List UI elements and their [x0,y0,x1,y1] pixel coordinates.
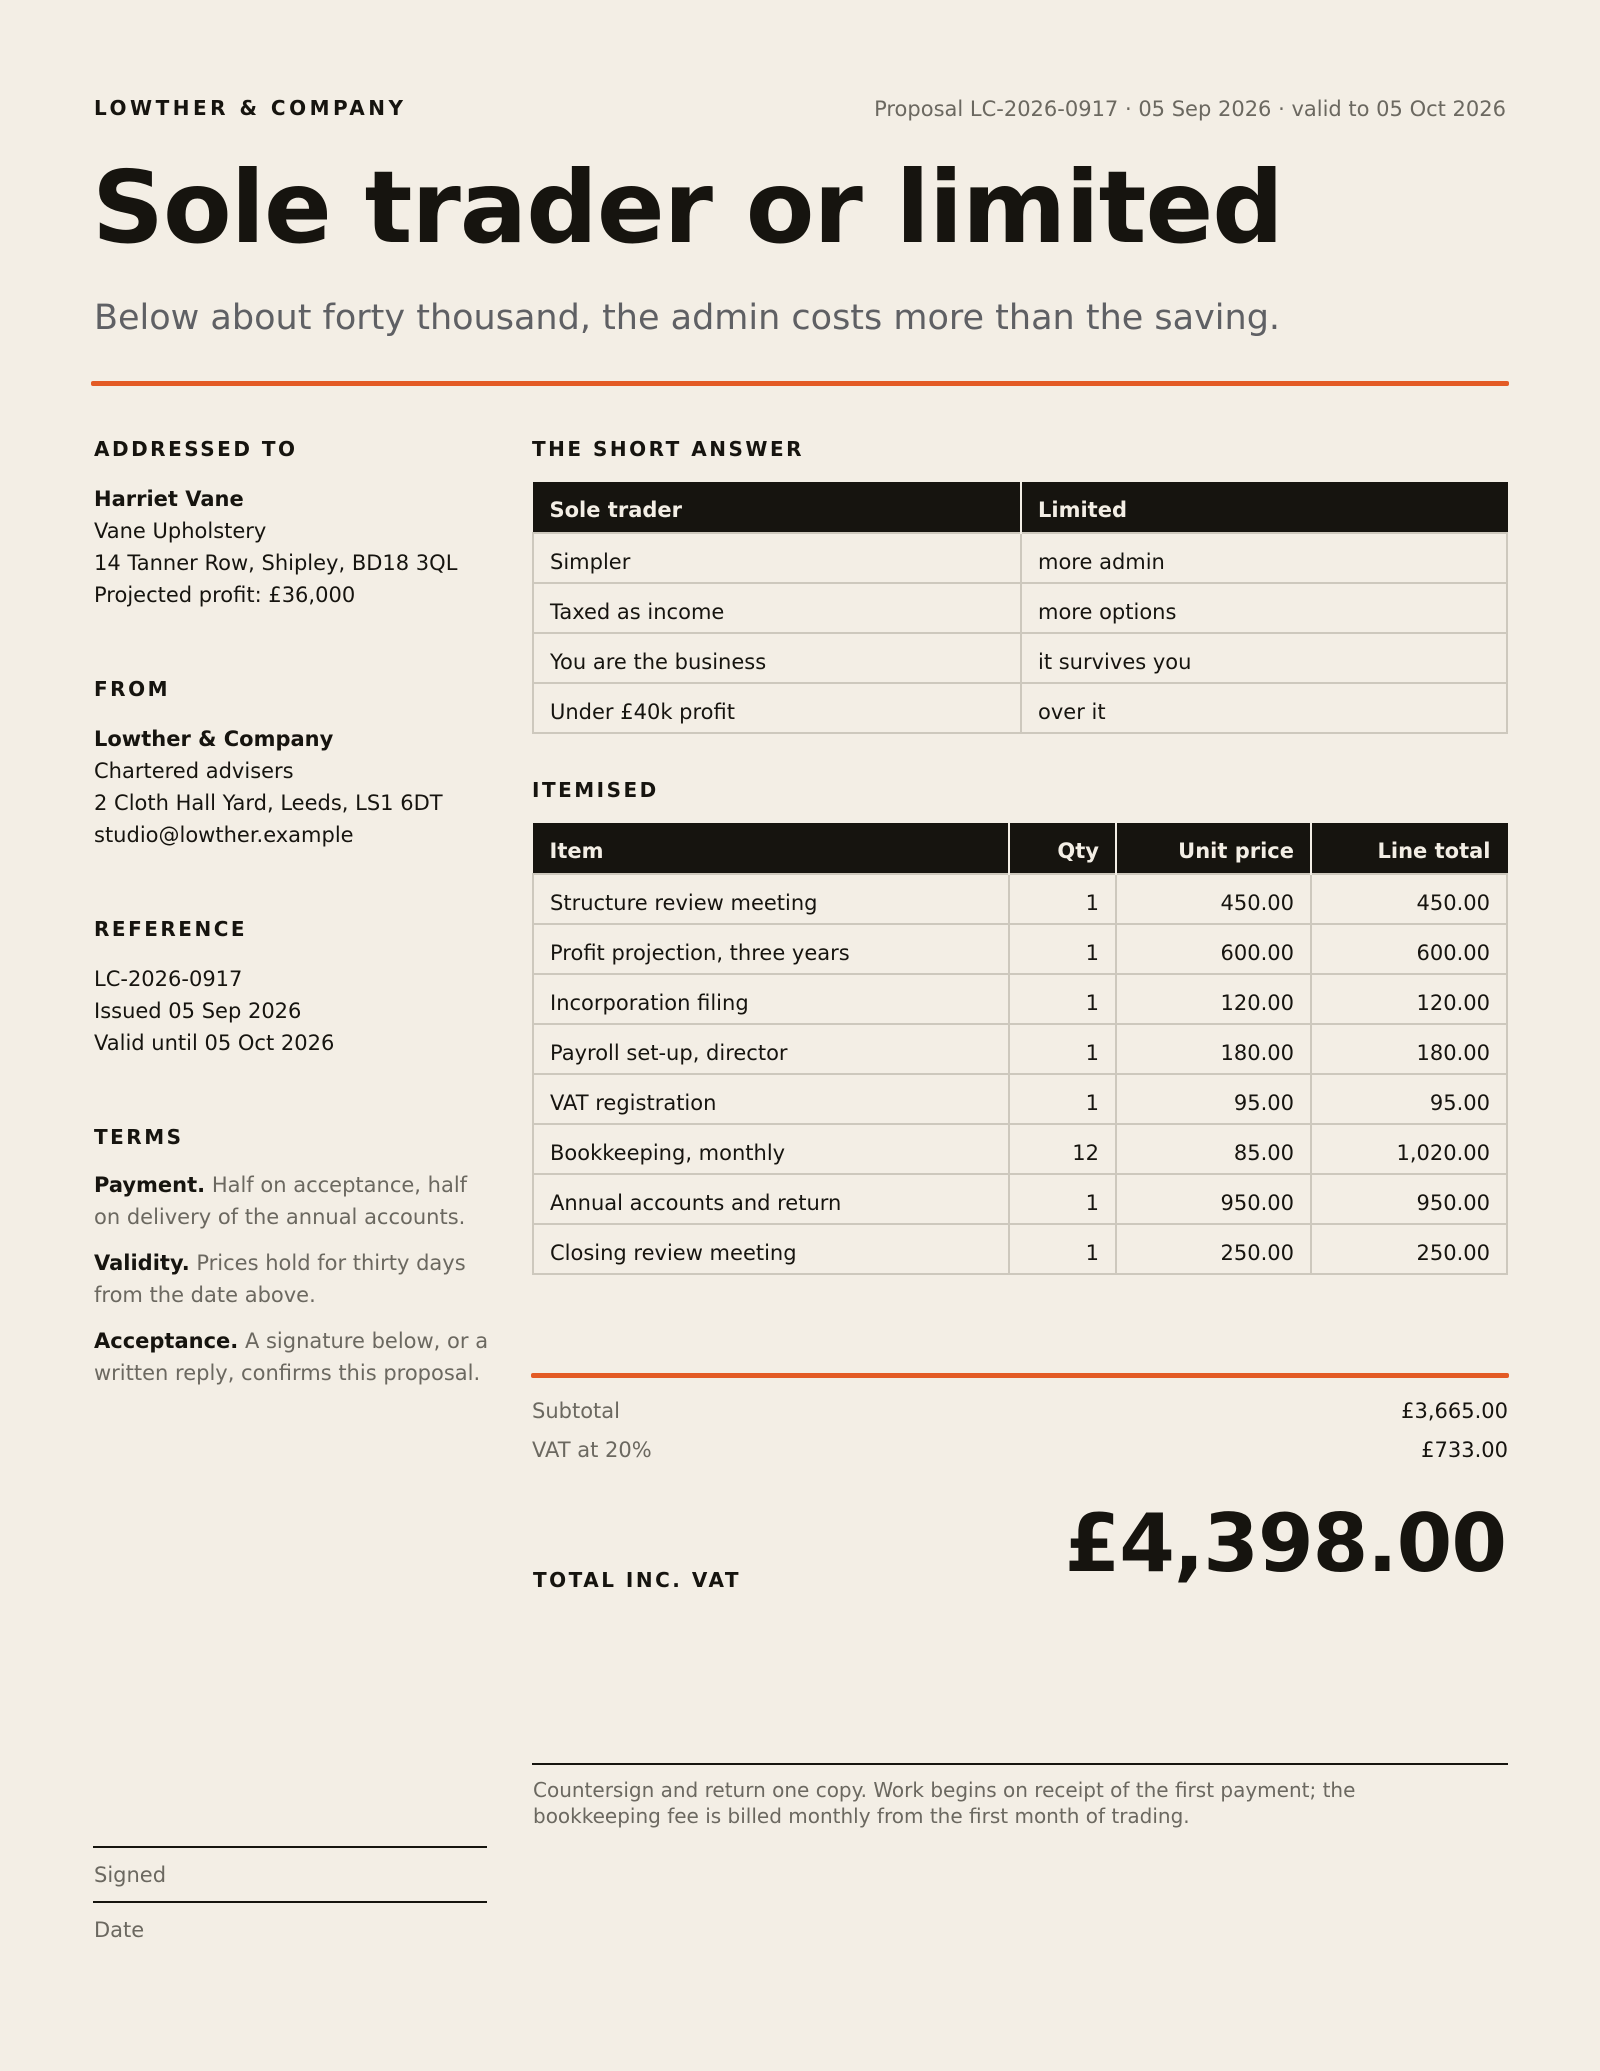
short-answer-section [532,437,1508,734]
vat-row [532,1438,1508,1462]
proposal-meta: Proposal LC-2026-0917 · 05 Sep 2026 · valid to 05 Oct 2026 [874,97,1506,121]
reference-line: LC-2026-0917 [94,967,243,991]
column-header: Unit price [1116,824,1311,874]
item-line-total: 95.00 [1311,1074,1507,1124]
item-qty: 1 [1009,974,1116,1024]
table-cell: over it [1021,683,1507,733]
recipient-line: 14 Tanner Row, Shipley, BD18 3QL [94,551,458,575]
item-qty: 1 [1009,1074,1116,1124]
item-unit-price: 180.00 [1116,1024,1311,1074]
item-unit-price: 450.00 [1116,874,1311,924]
reference-label: REFERENCE [94,917,248,941]
table-row [533,1074,1507,1124]
table-cell: more options [1021,583,1507,633]
footnote: Countersign and return one copy. Work begins on receipt of the first payment; the bookkeeping fee is billed monthly from the first month of trading. [533,1778,1356,1828]
item-name: Profit projection, three years [533,924,1009,974]
vat-label: VAT at 20% [532,1438,652,1462]
item-unit-price: 120.00 [1116,974,1311,1024]
terms-item [94,1169,494,1233]
sender-line: Chartered advisers [94,759,294,783]
table-cell: it survives you [1021,633,1507,683]
item-line-total: 950.00 [1311,1174,1507,1224]
from-label: FROM [94,677,170,701]
totals-divider [531,1373,1509,1378]
terms-item-term: Payment. [94,1173,206,1197]
itemised-label: ITEMISED [532,778,659,802]
table-cell: Simpler [533,533,1021,583]
item-name: Incorporation filing [533,974,1009,1024]
terms-label: TERMS [94,1125,184,1149]
item-name: Bookkeeping, monthly [533,1124,1009,1174]
reference-line: Valid until 05 Oct 2026 [94,1031,335,1055]
item-line-total: 180.00 [1311,1024,1507,1074]
column-header: Limited [1021,483,1507,533]
column-header: Qty [1009,824,1116,874]
table-row [533,633,1507,683]
total-value: £4,398.00 [1064,1497,1506,1590]
short-answer-table [532,482,1508,734]
item-line-total: 600.00 [1311,924,1507,974]
table-cell: Taxed as income [533,583,1021,633]
table-row [533,874,1507,924]
sender-name: Lowther & Company [94,727,334,751]
date-label: Date [94,1918,145,1942]
column-header: Sole trader [533,483,1021,533]
recipient-line: Projected profit: £36,000 [94,583,356,607]
terms-item-text: Prices hold for thirty days from the date above. [94,1251,466,1307]
item-name: Payroll set-up, director [533,1024,1009,1074]
item-unit-price: 85.00 [1116,1124,1311,1174]
itemised-table [532,823,1508,1275]
terms-item [94,1325,494,1389]
terms-item [94,1247,494,1311]
item-qty: 1 [1009,1174,1116,1224]
subtotal-label: Subtotal [532,1399,620,1423]
signed-label: Signed [94,1863,167,1887]
vat-value: £733.00 [1421,1438,1508,1462]
table-row [533,1174,1507,1224]
sender-line: 2 Cloth Hall Yard, Leeds, LS1 6DT [94,791,443,815]
item-line-total: 250.00 [1311,1224,1507,1274]
brand-name: LOWTHER & COMPANY [94,96,407,120]
column-header: Item [533,824,1009,874]
terms-item-text: A signature below, or a written reply, confirms this proposal. [94,1329,489,1385]
table-row [533,533,1507,583]
item-unit-price: 600.00 [1116,924,1311,974]
item-line-total: 1,020.00 [1311,1124,1507,1174]
page-subtitle: Below about forty thousand, the admin costs more than the saving. [94,298,1281,338]
terms-item-term: Validity. [94,1251,190,1275]
item-unit-price: 95.00 [1116,1074,1311,1124]
table-row [533,683,1507,733]
date-line [93,1901,487,1903]
terms-item-text: Half on acceptance, half on delivery of the annual accounts. [94,1173,468,1229]
subtotal-value: £3,665.00 [1401,1399,1508,1423]
itemised-section [532,778,1508,1275]
item-qty: 1 [1009,1024,1116,1074]
table-row [533,1224,1507,1274]
addressed-to-label: ADDRESSED TO [94,437,298,461]
table-cell: Under £40k profit [533,683,1021,733]
table-row [533,974,1507,1024]
signature-line [93,1846,487,1848]
item-name: VAT registration [533,1074,1009,1124]
recipient-name: Harriet Vane [94,487,244,511]
table-row [533,1124,1507,1174]
item-line-total: 120.00 [1311,974,1507,1024]
table-header-row [533,824,1507,874]
page-title: Sole trader or limited [92,149,1283,266]
table-cell: more admin [1021,533,1507,583]
addressed-to-block [94,437,494,611]
subtotal-row [532,1399,1508,1423]
table-header-row [533,483,1507,533]
item-qty: 1 [1009,1224,1116,1274]
item-name: Closing review meeting [533,1224,1009,1274]
sender-line: studio@lowther.example [94,823,354,847]
from-block [94,677,494,851]
header-divider [91,381,1509,386]
recipient-line: Vane Upholstery [94,519,267,543]
item-unit-price: 250.00 [1116,1224,1311,1274]
table-row [533,924,1507,974]
reference-block [94,917,494,1059]
reference-line: Issued 05 Sep 2026 [94,999,302,1023]
table-cell: You are the business [533,633,1021,683]
item-unit-price: 950.00 [1116,1174,1311,1224]
short-answer-label: THE SHORT ANSWER [532,437,805,461]
item-line-total: 450.00 [1311,874,1507,924]
terms-item-term: Acceptance. [94,1329,239,1353]
footnote-divider [532,1763,1508,1765]
column-header: Line total [1311,824,1507,874]
terms-block [94,1125,494,1389]
item-name: Structure review meeting [533,874,1009,924]
table-row [533,583,1507,633]
item-name: Annual accounts and return [533,1174,1009,1224]
total-label: TOTAL INC. VAT [533,1568,742,1592]
item-qty: 12 [1009,1124,1116,1174]
table-row [533,1024,1507,1074]
item-qty: 1 [1009,874,1116,924]
item-qty: 1 [1009,924,1116,974]
